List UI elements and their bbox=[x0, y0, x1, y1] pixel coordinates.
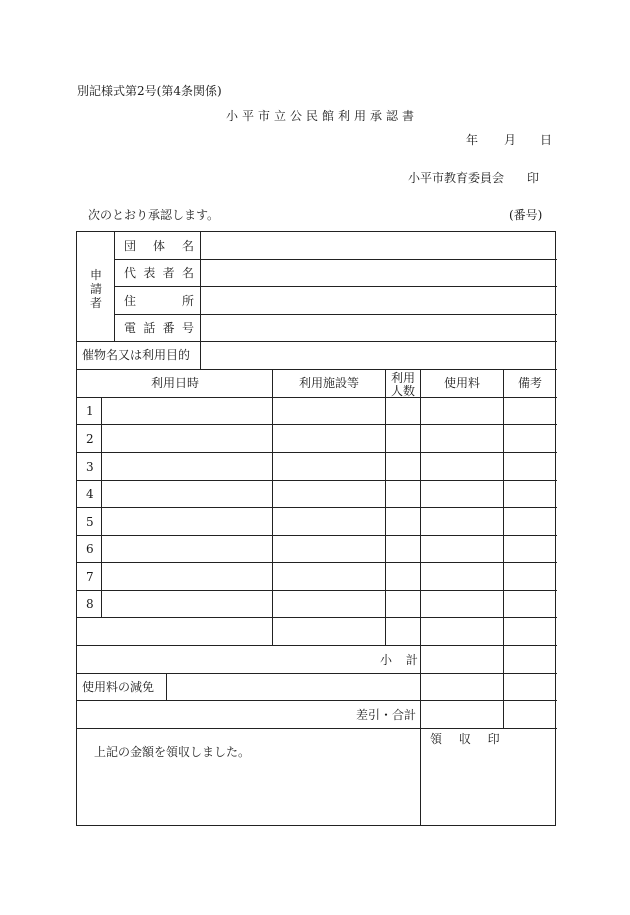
row-line bbox=[77, 590, 557, 591]
address-label: 住 所 bbox=[124, 294, 194, 308]
fee-reduction-label: 使用料の減免 bbox=[82, 680, 155, 694]
row-line bbox=[77, 452, 557, 453]
row-number: 7 bbox=[86, 570, 94, 584]
phone-label: 電 話 番 号 bbox=[124, 321, 194, 335]
column-divider bbox=[385, 369, 386, 645]
number-label: (番号) bbox=[509, 208, 543, 222]
reduction-divider bbox=[166, 673, 167, 700]
row-line bbox=[77, 507, 557, 508]
receipt-seal-label: 領 収 印 bbox=[430, 732, 500, 746]
row-line bbox=[77, 562, 557, 563]
applicant-group-label: 申請者 bbox=[90, 268, 103, 310]
row-number: 5 bbox=[86, 515, 94, 529]
row-line bbox=[77, 673, 557, 674]
header-people-line2: 人数 bbox=[391, 384, 416, 398]
row-line bbox=[114, 314, 557, 315]
row-line bbox=[77, 369, 557, 370]
issuer-name: 小平市教育委員会 bbox=[408, 171, 505, 185]
header-facility: 利用施設等 bbox=[299, 376, 360, 390]
row-number: 1 bbox=[86, 404, 94, 418]
row-line bbox=[77, 728, 557, 729]
date-day-label: 日 bbox=[540, 133, 553, 147]
representative-label: 代 表 者 名 bbox=[124, 266, 194, 280]
row-line bbox=[77, 480, 557, 481]
row-line bbox=[77, 617, 557, 618]
approval-form-table bbox=[76, 231, 556, 826]
document-title: 小平市立公民館利用承認書 bbox=[226, 109, 419, 123]
row-line bbox=[77, 645, 557, 646]
column-divider bbox=[420, 369, 421, 826]
date-month-label: 月 bbox=[504, 133, 517, 147]
column-divider bbox=[272, 369, 273, 645]
header-fee: 使用料 bbox=[444, 376, 481, 390]
header-datetime: 利用日時 bbox=[151, 376, 200, 390]
row-number: 2 bbox=[86, 432, 94, 446]
column-divider bbox=[503, 369, 504, 728]
form-reference: 別記様式第2号(第4条関係) bbox=[77, 84, 222, 98]
receipt-statement: 上記の金額を領収しました。 bbox=[94, 745, 251, 759]
row-number: 3 bbox=[86, 460, 94, 474]
row-number: 8 bbox=[86, 597, 94, 611]
approval-statement: 次のとおり承認します。 bbox=[88, 208, 220, 222]
row-line bbox=[77, 397, 557, 398]
row-line bbox=[77, 535, 557, 536]
number-column-divider bbox=[101, 397, 102, 618]
row-line bbox=[77, 700, 557, 701]
row-number: 4 bbox=[86, 487, 94, 501]
label-divider bbox=[200, 232, 201, 369]
row-line bbox=[114, 259, 557, 260]
row-number: 6 bbox=[86, 542, 94, 556]
net-total-label: 差引・合計 bbox=[356, 708, 417, 722]
header-remarks: 備考 bbox=[518, 376, 543, 390]
row-line bbox=[114, 286, 557, 287]
header-people-line1: 利用 bbox=[391, 371, 416, 385]
group-name-label: 団 体 名 bbox=[124, 239, 194, 253]
row-line bbox=[77, 424, 557, 425]
subtotal-label: 小 計 bbox=[380, 653, 418, 667]
date-year-label: 年 bbox=[466, 133, 479, 147]
purpose-label: 催物名又は利用目的 bbox=[82, 348, 191, 362]
issuer-seal-mark: 印 bbox=[527, 171, 540, 185]
row-line bbox=[77, 341, 557, 342]
